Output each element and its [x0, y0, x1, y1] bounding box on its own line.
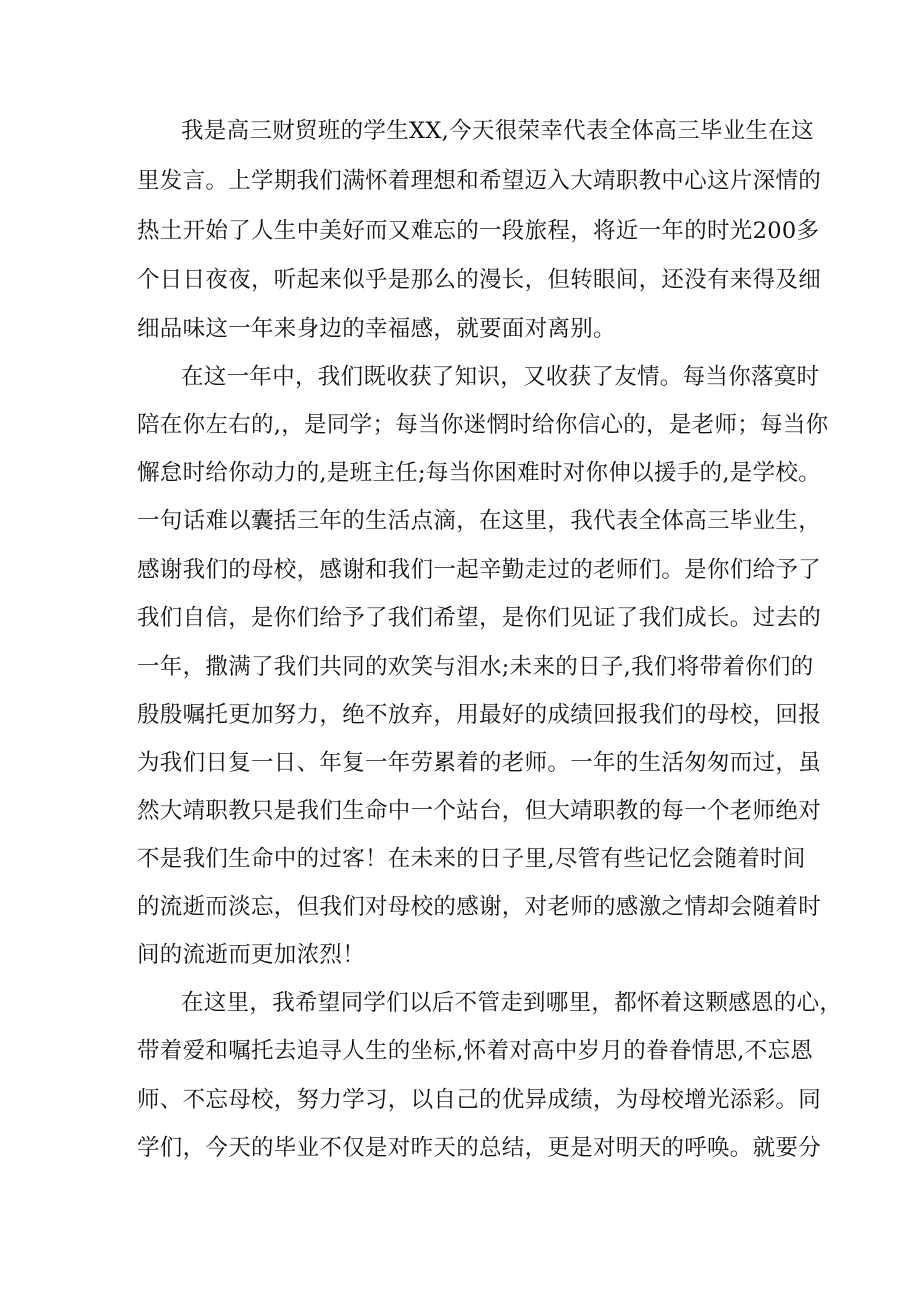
text-line: 在这里，我希望同学们以后不管走到哪里，都怀着这颗感恩的心， — [181, 990, 843, 1016]
text-line: 陪在你左右的,，是同学；每当你迷惘时给你信心的，是老师；每当你 — [137, 412, 829, 438]
text-line: 师、不忘母校，努力学习，以自己的优异成绩，为母校增光添彩。同 — [137, 1087, 822, 1113]
text-line: 一句话难以囊括三年的生活点滴，在这里，我代表全体高三毕业生， — [137, 508, 822, 534]
text-line: 带着爱和嘱托去追寻人生的坐标,怀着对高中岁月的眷眷情思,不忘恩 — [137, 1038, 814, 1064]
text-line: 细品味这一年来身边的幸福感，就要面对离别。 — [137, 316, 616, 342]
text-line: 里发言。上学期我们满怀着理想和希望迈入大靖职教中心这片深情的 — [137, 168, 822, 194]
text-line: 感谢我们的母校，感谢和我们一起辛勤走过的老师们。是你们给予了 — [137, 557, 822, 583]
text-line: 懈怠时给你动力的,是班主任;每当你困难时对你伸以援手的,是学校。 — [137, 460, 821, 486]
text-line: 在这一年中，我们既收获了知识，又收获了友情。每当你落寞时 — [181, 364, 820, 390]
text-line: 然大靖职教只是我们生命中一个站台，但大靖职教的每一个老师绝对 — [137, 798, 822, 824]
text-line: 不是我们生命中的过客！在未来的日子里,尽管有些记忆会随着时间 — [137, 846, 806, 872]
text-line: 个日日夜夜，听起来似乎是那么的漫长，但转眼间，还没有来得及细 — [137, 267, 822, 293]
text-line: 热土开始了人生中美好而又难忘的一段旅程，将近一年的时光200多 — [137, 218, 820, 244]
text-line: 为我们日复一日、年复一年劳累着的老师。一年的生活匆匆而过，虽 — [137, 750, 822, 776]
text-line: 的流逝而淡忘，但我们对母校的感谢，对老师的感激之情却会随着时 — [137, 894, 822, 920]
text-line: 间的流逝而更加浓烈！ — [137, 942, 366, 968]
text-line: 一年，撒满了我们共同的欢笑与泪水;未来的日子,我们将带着你们的 — [137, 654, 814, 680]
text-line: 殷殷嘱托更加努力，绝不放弃，用最好的成绩回报我们的母校，回报 — [137, 702, 822, 728]
text-line: 我们自信，是你们给予了我们希望，是你们见证了我们成长。过去的 — [137, 605, 822, 631]
text-line: 我是高三财贸班的学生XX,今天很荣幸代表全体高三毕业生在这 — [181, 118, 814, 144]
text-line: 学们，今天的毕业不仅是对昨天的总结，更是对明天的呼唤。就要分 — [137, 1135, 822, 1161]
